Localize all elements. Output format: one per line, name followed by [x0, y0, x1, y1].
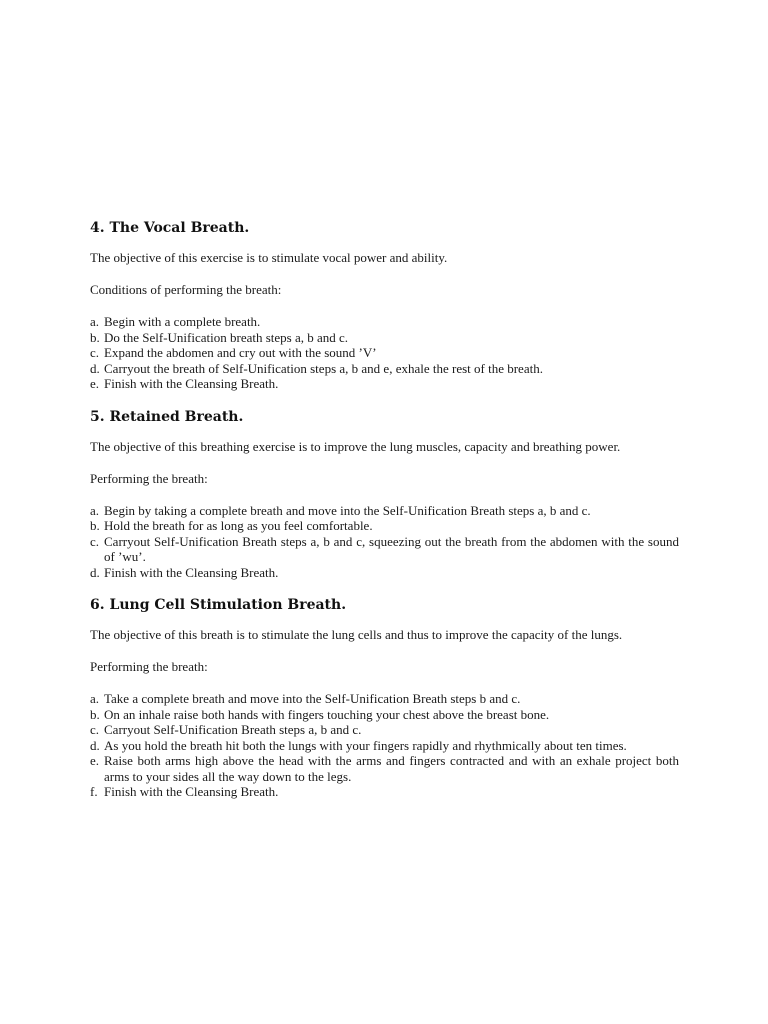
list-text: Take a complete breath and move into the Self-Unification Breath steps b and c.	[104, 691, 521, 706]
objective-paragraph: The objective of this exercise is to stimulate vocal power and ability.	[90, 250, 448, 265]
section-title: 6. Lung Cell Stimulation Breath.	[90, 597, 347, 613]
section-retained-breath	[90, 408, 679, 581]
list-text: Expand the abdomen and cry out with the sound ’V’	[104, 345, 377, 360]
list-marker: a.	[90, 314, 100, 329]
conditions-label: Performing the breath:	[90, 470, 208, 486]
list-text: Carryout Self-Unification Breath steps a, b and c, squeezing out the breath from the abdomen with the sound of ’wu’.	[104, 533, 679, 564]
steps-list	[90, 691, 679, 800]
list-text: Begin with a complete breath.	[104, 314, 261, 329]
list-text: On an inhale raise both hands with fingers touching your chest above the breast bone.	[104, 706, 550, 722]
conditions-label: Performing the breath:	[90, 659, 208, 674]
list-text: Carryout the breath of Self-Unification steps a, b and e, exhale the rest of the breath.	[104, 360, 543, 376]
list-marker: c.	[90, 533, 100, 549]
steps-list	[90, 314, 679, 392]
section-title: 4. The Vocal Breath.	[90, 220, 250, 236]
list-marker: a.	[90, 502, 100, 518]
list-marker: b.	[90, 518, 100, 533]
list-text: Raise both arms high above the head with the arms and fingers contracted and with an exhale project both arms to your sides all the way down to the legs.	[104, 753, 679, 784]
list-text: Finish with the Cleansing Breath.	[104, 376, 279, 391]
list-item	[90, 691, 679, 707]
list-item	[90, 753, 679, 784]
list-text: Do the Self-Unification breath steps a, b and c.	[104, 329, 349, 345]
objective-paragraph: The objective of this breathing exercise is to improve the lung muscles, capacity and breathing power.	[90, 438, 621, 454]
steps-list	[90, 503, 679, 581]
list-text: As you hold the breath hit both the lungs with your fingers rapidly and rhythmically about ten times.	[104, 737, 627, 753]
list-item	[90, 376, 679, 392]
list-item	[90, 345, 679, 361]
list-marker: f.	[90, 784, 98, 799]
list-item	[90, 784, 679, 800]
list-marker: e.	[90, 753, 100, 768]
list-text: Carryout Self-Unification Breath steps a, b and c.	[104, 722, 362, 737]
conditions-label: Conditions of performing the breath:	[90, 282, 282, 297]
list-item	[90, 722, 679, 738]
list-marker: c.	[90, 345, 100, 360]
list-marker: b.	[90, 706, 100, 722]
objective-paragraph: The objective of this breath is to stimulate the lung cells and thus to improve the capacity of the lungs.	[90, 627, 623, 642]
section-vocal-breath	[90, 219, 679, 392]
list-marker: d.	[90, 360, 100, 376]
list-item	[90, 707, 679, 723]
list-item	[90, 330, 679, 346]
list-item	[90, 518, 679, 534]
list-text: Finish with the Cleansing Breath.	[104, 784, 279, 799]
list-item	[90, 565, 679, 581]
list-marker: b.	[90, 329, 100, 345]
list-item	[90, 314, 679, 330]
list-marker: a.	[90, 691, 100, 706]
list-marker: c.	[90, 722, 100, 737]
list-marker: d.	[90, 564, 100, 580]
section-lung-cell-stimulation-breath	[90, 596, 679, 800]
list-text: Begin by taking a complete breath and move into the Self-Unification Breath steps a, b and c.	[104, 502, 591, 518]
list-text: Finish with the Cleansing Breath.	[104, 564, 279, 580]
list-marker: d.	[90, 737, 100, 753]
list-marker: e.	[90, 376, 100, 391]
list-item	[90, 503, 679, 519]
section-title: 5. Retained Breath.	[90, 408, 244, 425]
list-item	[90, 361, 679, 377]
list-text: Hold the breath for as long as you feel comfortable.	[104, 518, 373, 533]
list-item	[90, 738, 679, 754]
document-page	[90, 219, 679, 816]
list-item	[90, 534, 679, 565]
